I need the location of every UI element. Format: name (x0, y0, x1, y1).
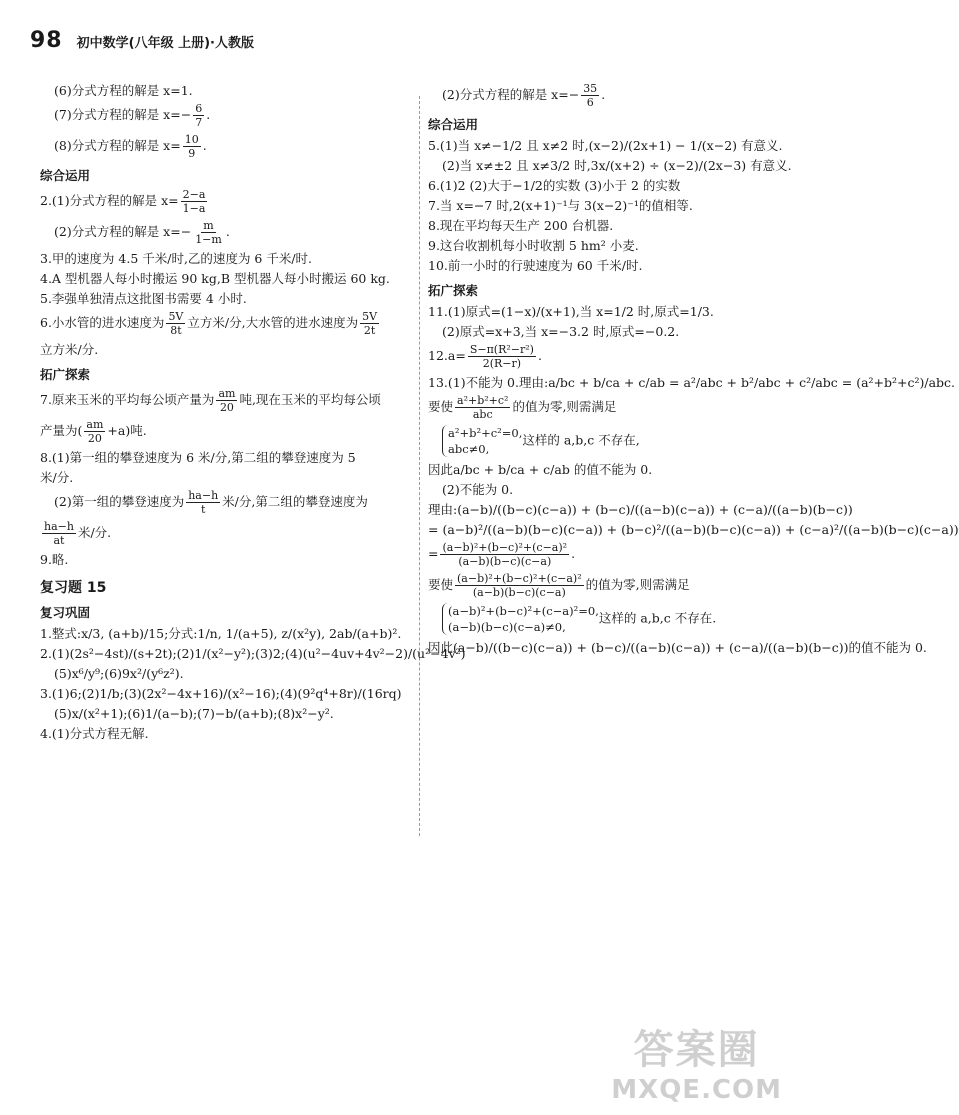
fraction (42, 520, 76, 547)
section-heading: 综合运用 (40, 168, 91, 183)
fraction-denominator: 1−a (182, 202, 206, 215)
fraction (455, 394, 510, 421)
answer-line: (2)不能为 0. (442, 482, 514, 497)
fraction-denominator: 2(R−r) (482, 357, 522, 370)
fraction-denominator: 20 (87, 432, 102, 445)
fraction (166, 310, 185, 337)
text-run: 要使 (428, 577, 454, 592)
fraction-denominator: 7 (195, 116, 203, 129)
fraction-numerator: am (218, 387, 236, 400)
answer-line: 5.李强单独清点这批图书需要 4 小时. (40, 291, 247, 306)
answer-line (40, 489, 410, 516)
fraction-denominator: at (53, 534, 65, 547)
fraction-numerator: 35 (583, 82, 598, 95)
answer-line (428, 82, 778, 109)
text-run: (2)分式方程的解是 x=− (54, 224, 192, 239)
fraction-numerator: ha−h (188, 489, 219, 502)
fraction (216, 387, 237, 414)
answer-line: 9.这台收割机每小时收割 5 hm² 小麦. (428, 238, 639, 253)
fraction (455, 572, 584, 599)
answer-line: (5)x⁶/y⁹;(6)9x²/(y⁶z²). (54, 666, 184, 681)
text-run: 立方米/分,大水管的进水速度为 (187, 315, 359, 330)
fraction-numerator: a²+b²+c² (457, 394, 509, 407)
text-run: +a)吨. (107, 423, 147, 438)
text-run: 米/分. (77, 525, 112, 540)
fraction (468, 343, 536, 370)
answer-line (428, 343, 778, 370)
fraction-denominator: 9 (188, 147, 196, 160)
answer-line: 10.前一小时的行驶速度为 60 千米/时. (428, 258, 643, 273)
system-line-1: a²+b²+c²=0, (448, 426, 523, 440)
answer-line: 米/分. (40, 470, 74, 485)
fraction-denominator: abc (472, 408, 493, 421)
answer-line: 8.现在平均每天生产 200 台机器. (428, 218, 614, 233)
equation-system-brace (442, 603, 599, 635)
fraction-numerator: 5V (362, 310, 378, 323)
text-run: 的值为零,则需满足 (512, 399, 617, 414)
fraction (360, 310, 379, 337)
text-run: 这样的 a,b,c 不存在. (598, 610, 717, 626)
text-run: . (225, 224, 230, 239)
answer-line: 4.A 型机器人每小时搬运 90 kg,B 型机器人每小时搬运 60 kg. (40, 271, 390, 286)
system-line-2: abc≠0, (448, 442, 490, 456)
text-run: (2)第一组的攀登速度为 (54, 494, 185, 509)
answer-line: 因此a/bc + b/ca + c/ab 的值不能为 0. (428, 462, 653, 477)
fraction-numerator: 6 (195, 102, 203, 115)
page-header (30, 28, 254, 53)
fraction-numerator: 10 (184, 133, 199, 146)
answer-line: 7.当 x=−7 时,2(x+1)⁻¹与 3(x−2)⁻¹的值相等. (428, 198, 693, 213)
fraction (193, 219, 224, 246)
text-run: 7.原来玉米的平均每公顷产量为 (40, 392, 215, 407)
fraction-numerator: am (86, 418, 104, 431)
answer-line: 立方米/分. (40, 342, 99, 357)
answer-line: 9.略. (40, 552, 69, 567)
text-run: . (206, 107, 211, 122)
answer-line: 4.(1)分式方程无解. (40, 726, 149, 741)
text-run: 的值为零,则需满足 (585, 577, 690, 592)
text-run: 吨,现在玉米的平均每公顷 (239, 392, 381, 407)
fraction-denominator: 2t (363, 324, 376, 337)
fraction (193, 102, 204, 129)
answer-line: 5.(1)当 x≠−1/2 且 x≠2 时,(x−2)/(2x+1) − 1/(x−2) 有意义. (428, 138, 783, 153)
text-run: 要使 (428, 399, 454, 414)
equation-system-brace (442, 425, 522, 457)
page-number: 98 (30, 28, 63, 53)
watermark-text-cn: 答案圈 (633, 1027, 760, 1073)
text-run: (7)分式方程的解是 x=− (54, 107, 192, 122)
fraction-denominator: 6 (586, 96, 594, 109)
fraction (440, 541, 569, 568)
fraction (186, 489, 220, 516)
text-run: . (537, 348, 542, 363)
section-heading: 综合运用 (428, 117, 479, 132)
fraction-numerator: 2−a (182, 188, 206, 201)
answer-line: (6)分式方程的解是 x=1. (54, 83, 193, 98)
text-run: 米/分,第二组的攀登速度为 (222, 494, 368, 509)
answer-line (428, 394, 778, 421)
column-divider (419, 96, 420, 836)
section-heading: 复习题 15 (40, 580, 107, 596)
answer-line (428, 603, 778, 635)
fraction-denominator: 1−m (195, 233, 222, 246)
text-run: . (601, 87, 606, 102)
answer-line (40, 520, 410, 547)
fraction-numerator: (a−b)²+(b−c)²+(c−a)² (442, 541, 568, 554)
answer-line: 13.(1)不能为 0.理由:a/bc + b/ca + c/ab = a²/abc + b²/abc + c²/abc = (a²+b²+c²)/abc. (428, 375, 956, 390)
answer-line: 理由:(a−b)/((b−c)(c−a)) + (b−c)/((a−b)(c−a)) + (c−a)/((a−b)(b−c)) (428, 502, 853, 517)
text-run: (2)分式方程的解是 x=− (442, 87, 580, 102)
answer-line: 3.(1)6;(2)1/b;(3)(2x²−4x+16)/(x²−16);(4)(9²q⁴+8r)/(16rq) (40, 686, 402, 701)
text-run: 12.a= (428, 348, 466, 363)
fraction-denominator: 8t (170, 324, 182, 337)
text-run: . (202, 138, 207, 153)
system-line-1: (a−b)²+(b−c)²+(c−a)²=0, (448, 604, 599, 618)
section-heading: 拓广探索 (428, 283, 479, 298)
fraction-numerator: 5V (168, 310, 184, 323)
fraction (84, 418, 105, 445)
fraction-numerator: m (203, 219, 214, 232)
answer-line: 8.(1)第一组的攀登速度为 6 米/分,第二组的攀登速度为 5 (40, 450, 356, 465)
answer-line (428, 425, 778, 457)
answer-line: 2.(1)(2s²−4st)/(s+2t);(2)1/(x²−y²);(3)2;(4)(u²−4uv+4v²−2)/(u²−4v²) (40, 646, 466, 661)
fraction (183, 133, 201, 160)
fraction-denominator: (a−b)(b−c)(c−a) (472, 586, 566, 599)
section-heading: 拓广探索 (40, 367, 91, 382)
answer-line: 11.(1)原式=(1−x)/(x+1),当 x=1/2 时,原式=1/3. (428, 304, 714, 319)
system-line-2: (a−b)(b−c)(c−a)≠0, (448, 620, 566, 634)
answer-line (40, 219, 410, 246)
right-column (428, 82, 959, 659)
fraction-numerator: S−π(R²−r²) (469, 343, 534, 356)
fraction (181, 188, 208, 215)
answer-line (40, 102, 410, 129)
text-run: 6.小水管的进水速度为 (40, 315, 165, 330)
text-run: = (428, 546, 439, 561)
answer-line (428, 541, 778, 568)
answer-line: (2)原式=x+3,当 x=−3.2 时,原式=−0.2. (442, 324, 680, 339)
fraction-numerator: ha−h (44, 520, 74, 533)
answer-line (428, 572, 778, 599)
answer-line: = (a−b)²/((a−b)(b−c)(c−a)) + (b−c)²/((a−b)(b−c)(c−a)) + (c−a)²/((a−b)(b−c)(c−a)) (428, 522, 959, 537)
fraction-denominator: (a−b)(b−c)(c−a) (458, 555, 552, 568)
watermark-text-url: MXQE.COM (611, 1075, 782, 1105)
text-run: . (571, 546, 576, 561)
answer-line (40, 188, 410, 215)
answer-line: 1.整式:x/3, (a+b)/15;分式:1/n, 1/(a+5), z/(x²y), 2ab/(a+b)². (40, 626, 402, 641)
answer-line (40, 310, 410, 337)
fraction-denominator: 20 (219, 401, 234, 414)
fraction-numerator: (a−b)²+(b−c)²+(c−a)² (457, 572, 582, 585)
watermark-logo (611, 1018, 782, 1105)
text-run: 这样的 a,b,c 不存在, (522, 432, 640, 448)
answer-line (40, 387, 410, 414)
answer-line: (5)x/(x²+1);(6)1/(a−b);(7)−b/(a+b);(8)x²−y². (54, 706, 334, 721)
answer-line: (2)当 x≠±2 且 x≠3/2 时,3x/(x+2) ÷ (x−2)/(2x−3) 有意义. (442, 158, 792, 173)
fraction-denominator: t (200, 503, 206, 516)
text-run: (8)分式方程的解是 x= (54, 138, 181, 153)
fraction (581, 82, 599, 109)
answer-line (40, 418, 410, 445)
text-run: 2.(1)分式方程的解是 x= (40, 193, 179, 208)
book-title: 初中数学(八年级 上册)·人教版 (76, 36, 254, 51)
section-heading: 复习巩固 (40, 605, 91, 620)
answer-line: 3.甲的速度为 4.5 千米/时,乙的速度为 6 千米/时. (40, 251, 313, 266)
answer-line: 6.(1)2 (2)大于−1/2的实数 (3)小于 2 的实数 (428, 178, 681, 193)
text-run: 产量为( (40, 423, 83, 438)
answer-line: 因此(a−b)/((b−c)(c−a)) + (b−c)/((a−b)(c−a)) + (c−a)/((a−b)(b−c))的值不能为 0. (428, 640, 927, 655)
answer-line (40, 133, 410, 160)
